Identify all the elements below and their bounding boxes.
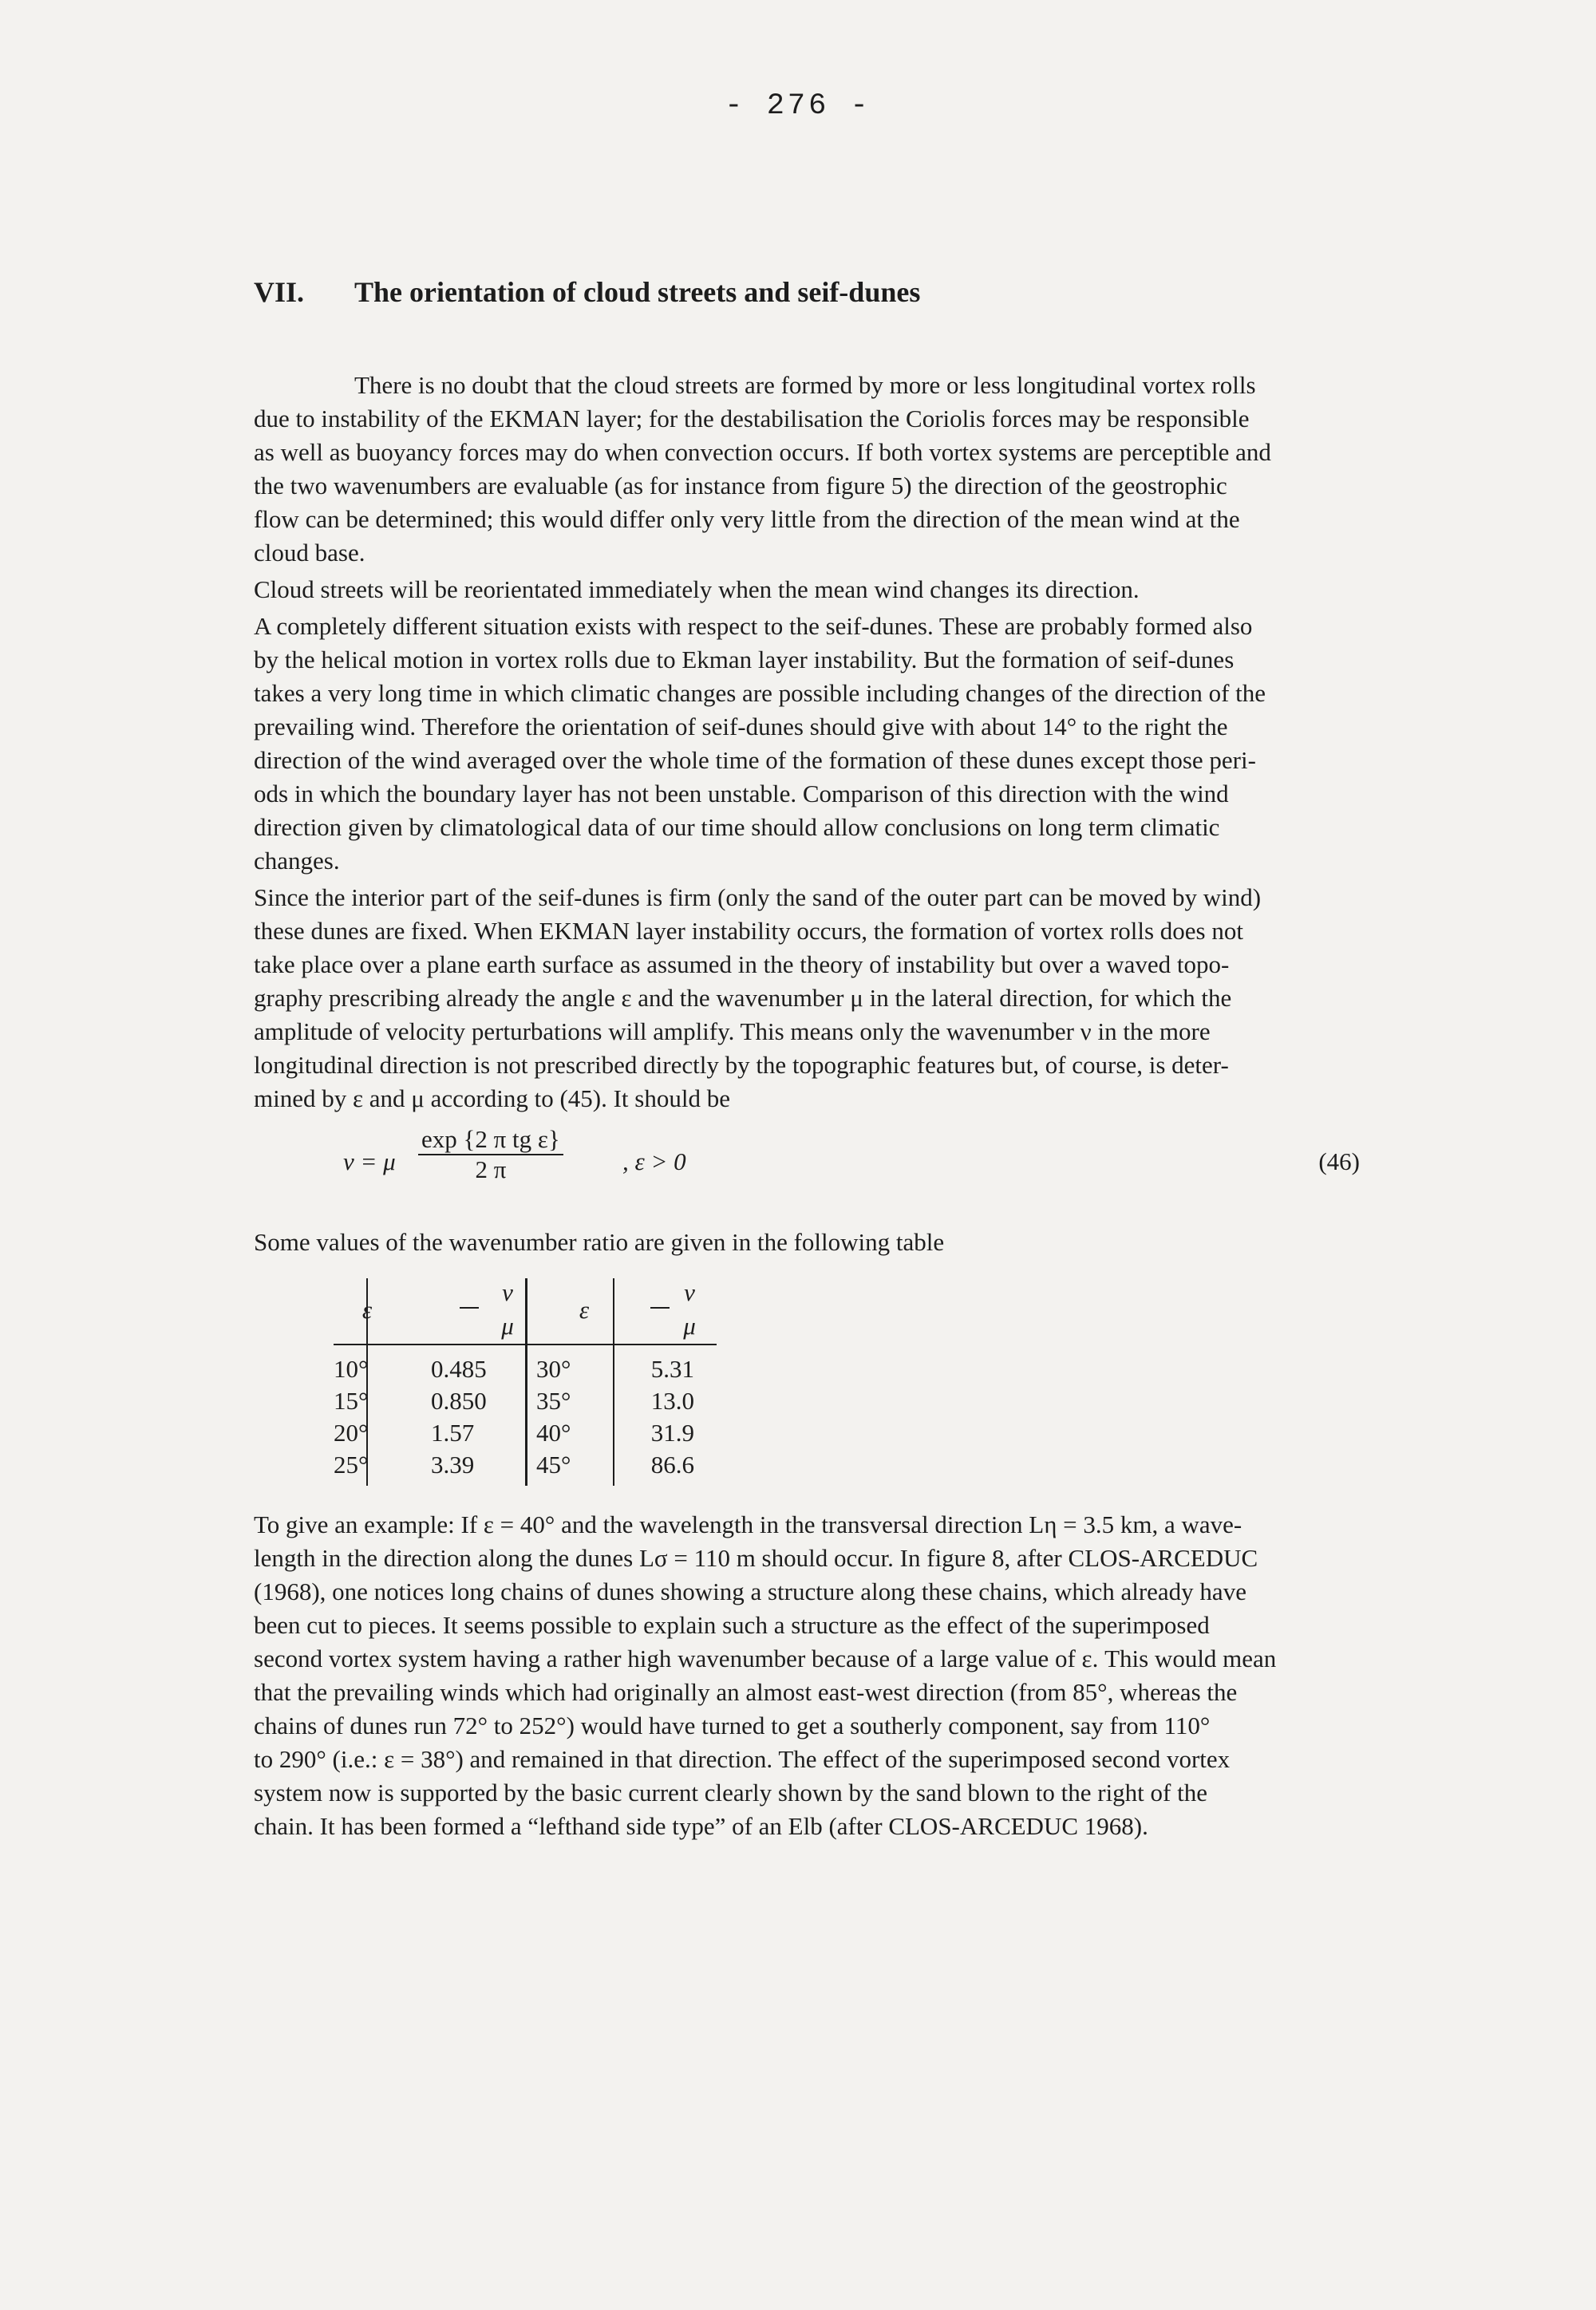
fraction-bar [460,1307,479,1309]
equation-numerator: exp {2 π tg ε} [418,1125,563,1155]
text-line: mined by ε and μ according to (45). It should be [254,1084,730,1112]
table-header-eps: ε [579,1296,590,1324]
equation-denominator: 2 π [475,1155,507,1183]
table-header-ratio: ν μ [431,1278,508,1341]
text-line: due to instability of the EKMAN layer; for the destabilisation the Coriolis forces may be responsible [254,405,1250,432]
table-divider [366,1278,368,1486]
text-line: changes. [254,847,340,875]
equation-number: (46) [1318,1147,1360,1175]
text-line: There is no doubt that the cloud streets are formed by more or less longitudinal vortex rolls [354,371,1256,399]
text-line: second vortex system having a rather high wavenumber because of a large value of ε. This would mean [254,1645,1277,1672]
table-cell: 10° [334,1355,369,1383]
paragraph-3 [254,610,1387,878]
table-cell: 1.57 [431,1419,475,1447]
text-line: (1968), one notices long chains of dunes showing a structure along these chains, which already have [254,1578,1246,1605]
text-line: to 290° (i.e.: ε = 38°) and remained in that direction. The effect of the superimposed second vortex [254,1745,1231,1773]
page-number: - 276 - [725,89,871,123]
table-cell: 20° [334,1419,369,1447]
text-line: A completely different situation exists with respect to the seif-dunes. These are probably formed also [254,612,1253,640]
equation-46 [343,1125,1389,1213]
table-divider [525,1278,527,1486]
table-intro [254,1226,1387,1259]
section-number: VII. [254,276,305,308]
text-line: direction given by climatological data of our time should allow conclusions on long term climatic [254,813,1220,841]
table-header-eps: ε [361,1296,373,1324]
table-cell: 25° [334,1451,369,1479]
paragraph-1 [254,369,1387,570]
equation-fraction [418,1125,563,1184]
text-line: system now is supported by the basic current clearly shown by the sand blown to the right of the [254,1779,1207,1807]
text-line: these dunes are fixed. When EKMAN layer instability occurs, the formation of vortex rolls does not [254,917,1243,945]
table-cell: 45° [536,1451,571,1479]
text-line: ods in which the boundary layer has not been unstable. Comparison of this direction with the wind [254,780,1229,808]
table-header-ratio: ν μ [630,1278,689,1341]
text-line: by the helical motion in vortex rolls due to Ekman layer instability. But the formation of seif-dunes [254,646,1235,673]
table-cell: 3.39 [431,1451,475,1479]
table-cell: 5.31 [650,1355,694,1383]
table-cell: 0.485 [431,1355,487,1383]
text-line: Some values of the wavenumber ratio are given in the following table [254,1228,945,1256]
table-cell: 35° [536,1387,571,1415]
text-line: been cut to pieces. It seems possible to explain such a structure as the effect of the superimposed [254,1611,1210,1639]
section-title: The orientation of cloud streets and seif-dunes [354,276,921,308]
text-line: take place over a plane earth surface as assumed in the theory of instability but over a waved topo- [254,950,1230,978]
text-line: amplitude of velocity perturbations will amplify. This means only the wavenumber ν in the more [254,1017,1211,1045]
fraction-bar [650,1307,670,1309]
text-line: direction of the wind averaged over the whole time of the formation of these dunes except those peri- [254,746,1256,774]
section-heading [254,275,920,309]
equation-lhs: ν = μ [343,1147,396,1175]
table-cell: 30° [536,1355,571,1383]
text-line: graphy prescribing already the angle ε and the wavenumber μ in the lateral direction, for which the [254,984,1232,1012]
table-cell: 0.850 [431,1387,487,1415]
paragraph-2 [254,573,1387,606]
table-cell: 15° [334,1387,369,1415]
paragraph-4 [254,881,1387,1116]
text-line: chains of dunes run 72° to 252°) would have turned to get a southerly component, say from 110° [254,1712,1211,1739]
text-line: as well as buoyancy forces may do when convection occurs. If both vortex systems are perceptible and [254,438,1271,466]
text-line: the two wavenumbers are evaluable (as for instance from figure 5) the direction of the geostrophic [254,472,1227,500]
text-line: Since the interior part of the seif-dunes is firm (only the sand of the outer part can be moved by wind) [254,883,1262,911]
table-cell: 31.9 [650,1419,694,1447]
table-cell: 40° [536,1419,571,1447]
paragraph-5 [254,1508,1387,1843]
text-line: takes a very long time in which climatic changes are possible including changes of the direction of the [254,679,1266,707]
text-line: cloud base. [254,539,365,567]
text-line: flow can be determined; this would differ only very little from the direction of the mean wind at the [254,505,1240,533]
text-line: length in the direction along the dunes Lσ = 110 m should occur. In figure 8, after CLOS-ARCEDUC [254,1544,1258,1572]
text-line: that the prevailing winds which had originally an almost east-west direction (from 85°, whereas the [254,1678,1238,1706]
text-line: chain. It has been formed a “lefthand side type” of an Elb (after CLOS-ARCEDUC 1968). [254,1812,1148,1840]
text-line: To give an example: If ε = 40° and the wavelength in the transversal direction Lη = 3.5 km, a wave- [254,1510,1242,1538]
text-line: Cloud streets will be reorientated immediately when the mean wind changes its direction. [254,575,1140,603]
table-cell: 86.6 [650,1451,694,1479]
table-divider [613,1278,614,1486]
text-line: prevailing wind. Therefore the orientation of seif-dunes should give with about 14° to the right the [254,713,1228,740]
table-cell: 13.0 [650,1387,694,1415]
equation-condition: , ε > 0 [622,1147,686,1175]
text-line: longitudinal direction is not prescribed directly by the topographic features but, of course, is deter- [254,1051,1229,1079]
